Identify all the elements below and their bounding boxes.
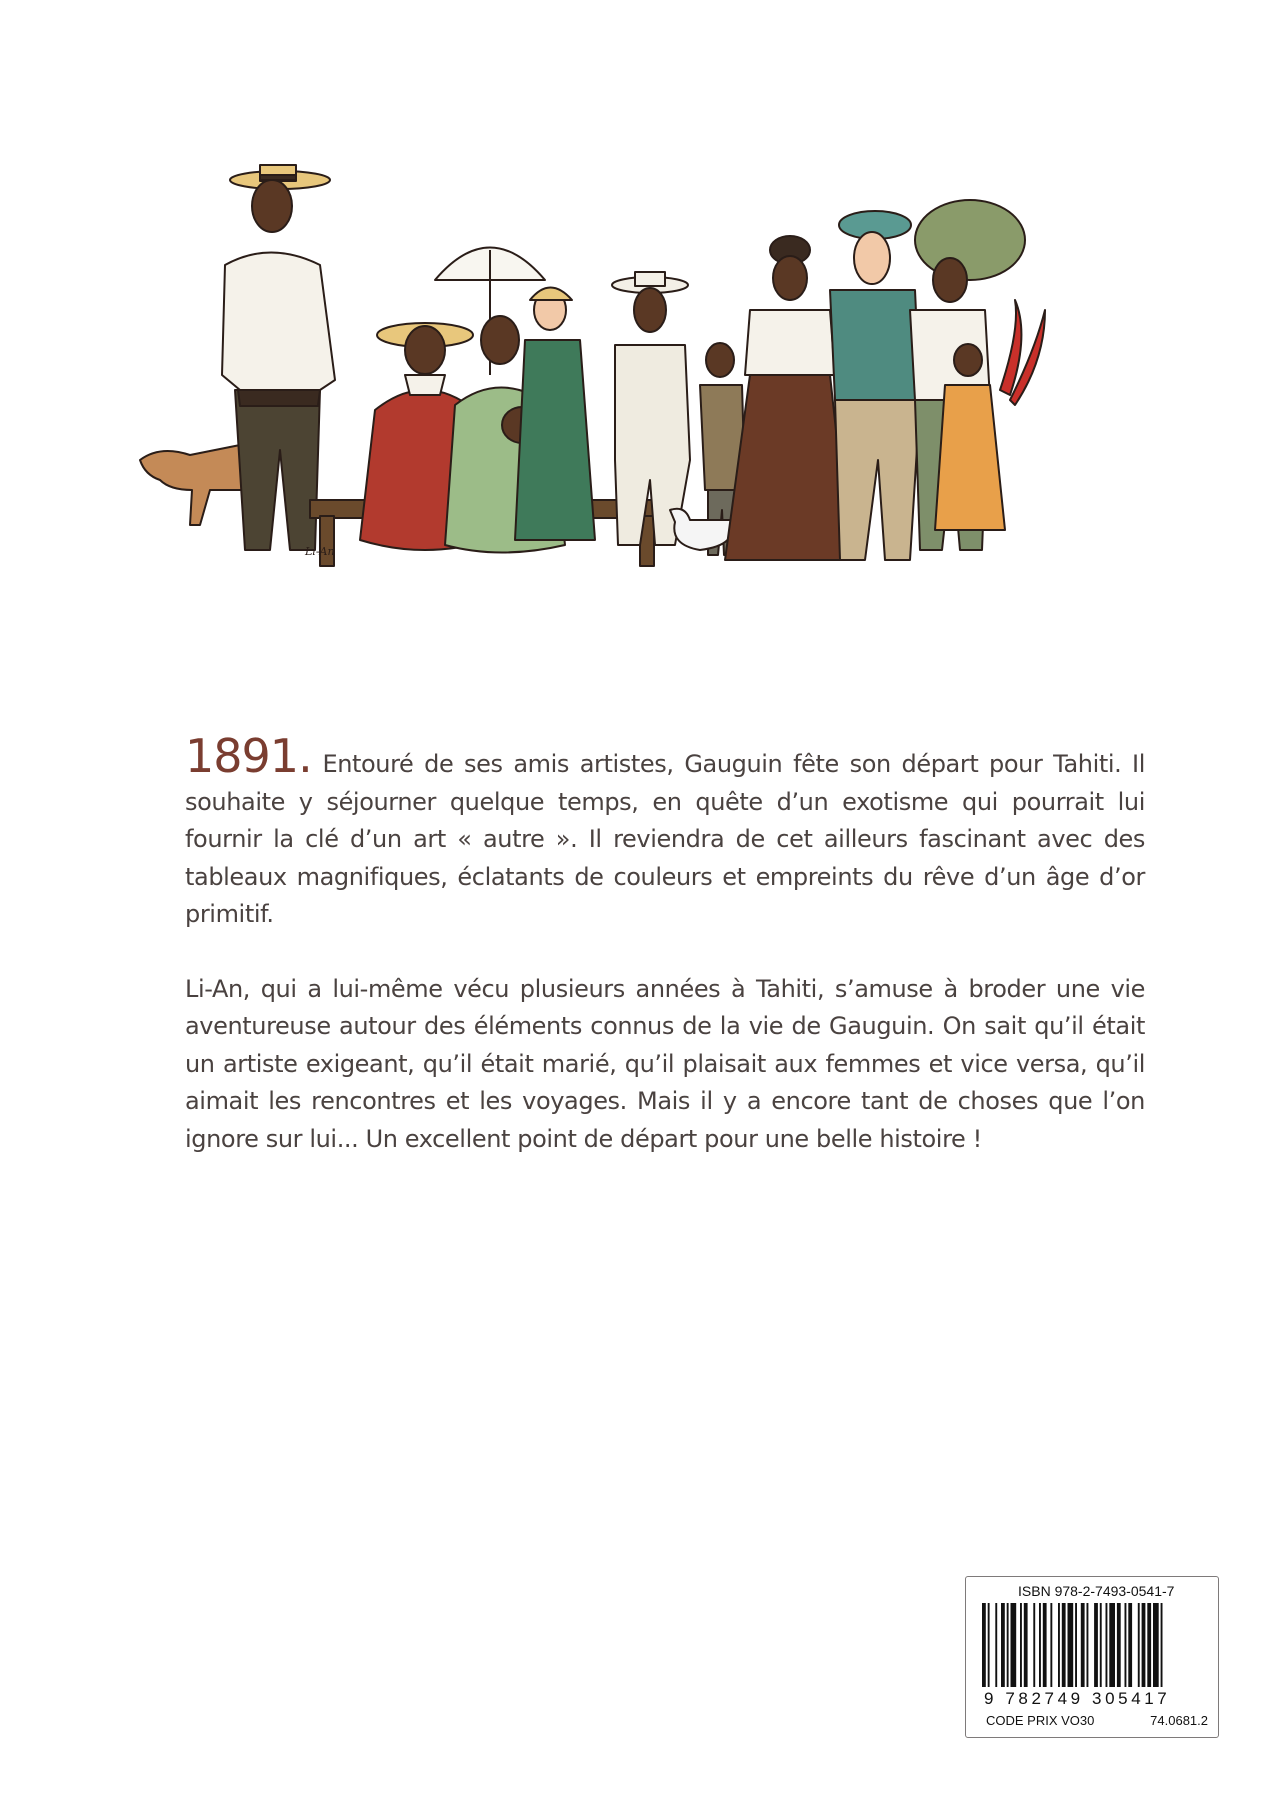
barcode-bar [1081, 1603, 1085, 1687]
back-cover-blurb [185, 729, 1146, 1158]
barcode-bar [1039, 1603, 1041, 1687]
sailor-figure [830, 211, 920, 560]
barcode-bar [995, 1603, 997, 1687]
artist-signature: Li-An [305, 545, 335, 558]
barcode-bar [1100, 1603, 1102, 1687]
barcode-bar [1128, 1603, 1132, 1687]
barcode-bar [1062, 1603, 1066, 1687]
barcode-panel [965, 1576, 1219, 1738]
barcode-bar [982, 1603, 986, 1687]
barcode-bar [988, 1603, 990, 1687]
barcode-bar [1020, 1603, 1022, 1687]
price-code: CODE PRIX VO30 [986, 1713, 1095, 1728]
ean-number: 9 782749 305417 [984, 1689, 1171, 1708]
barcode-bar [1050, 1603, 1052, 1687]
barcode-bar [1011, 1603, 1017, 1687]
man-with-hat-figure [222, 165, 335, 550]
barcode-bar [1068, 1603, 1074, 1687]
barcode-bar [1106, 1603, 1108, 1687]
barcode-bar [1043, 1603, 1047, 1687]
barcode-bar [1087, 1603, 1089, 1687]
woman-in-brown-figure [725, 236, 850, 560]
barcode-bar [1109, 1603, 1115, 1687]
paragraph-1 [185, 729, 1146, 934]
barcode-bar [1153, 1603, 1159, 1687]
barcode-bar [1024, 1603, 1028, 1687]
barcode-bar [1117, 1603, 1121, 1687]
barcode-bar [1033, 1603, 1035, 1687]
year-heading: 1891. [185, 729, 312, 783]
man-in-white-suit-figure [612, 272, 690, 545]
paragraph-2: Li-An, qui a lui-même vécu plusieurs années à Tahiti, s’amuse à broder une vie aventureuse autour des éléments connus de la vie de Gauguin. On sait qu’il était un artiste exigeant, qu’il était marié, qu’il plaisait aux femmes et vice versa, qu’il aimait les rencontres et les voyages. Mais il y a encore tant de choses que l’on ignore sur lui... Un excellent point de départ pour une belle histoire ! [185, 974, 1145, 1153]
paragraph-1-text: Entouré de ses amis artistes, Gauguin fête son départ pour Tahiti. Il souhaite y séjourner quelque temps, en quête d’un exotisme qui pourrait lui fournir la clé d’un art « autre ». Il reviendra de cet ailleurs fascinant avec des tableaux magnifiques, éclatants de couleurs et empreints du rêve d’un âge d’or primitif. [185, 750, 1146, 928]
barcode-bar [1058, 1603, 1060, 1687]
cover-illustration [130, 160, 1150, 640]
crowd-illustration [130, 160, 1150, 640]
reference-number: 74.0681.2 [1150, 1713, 1208, 1728]
barcode-bar [1138, 1603, 1140, 1687]
barcode-bar [1147, 1603, 1151, 1687]
barcode-bar [1142, 1603, 1146, 1687]
barcode-bar [1001, 1603, 1005, 1687]
barcode-bar [1007, 1603, 1009, 1687]
barcode-bar [1094, 1603, 1098, 1687]
barcode-icon [982, 1603, 1204, 1693]
barcode-bar [1075, 1603, 1077, 1687]
barcode-bar [1125, 1603, 1127, 1687]
isbn-label: ISBN 978-2-7493-0541-7 [1018, 1583, 1175, 1599]
barcode-bar [1161, 1603, 1163, 1687]
woman-in-bonnet-figure [515, 288, 595, 541]
